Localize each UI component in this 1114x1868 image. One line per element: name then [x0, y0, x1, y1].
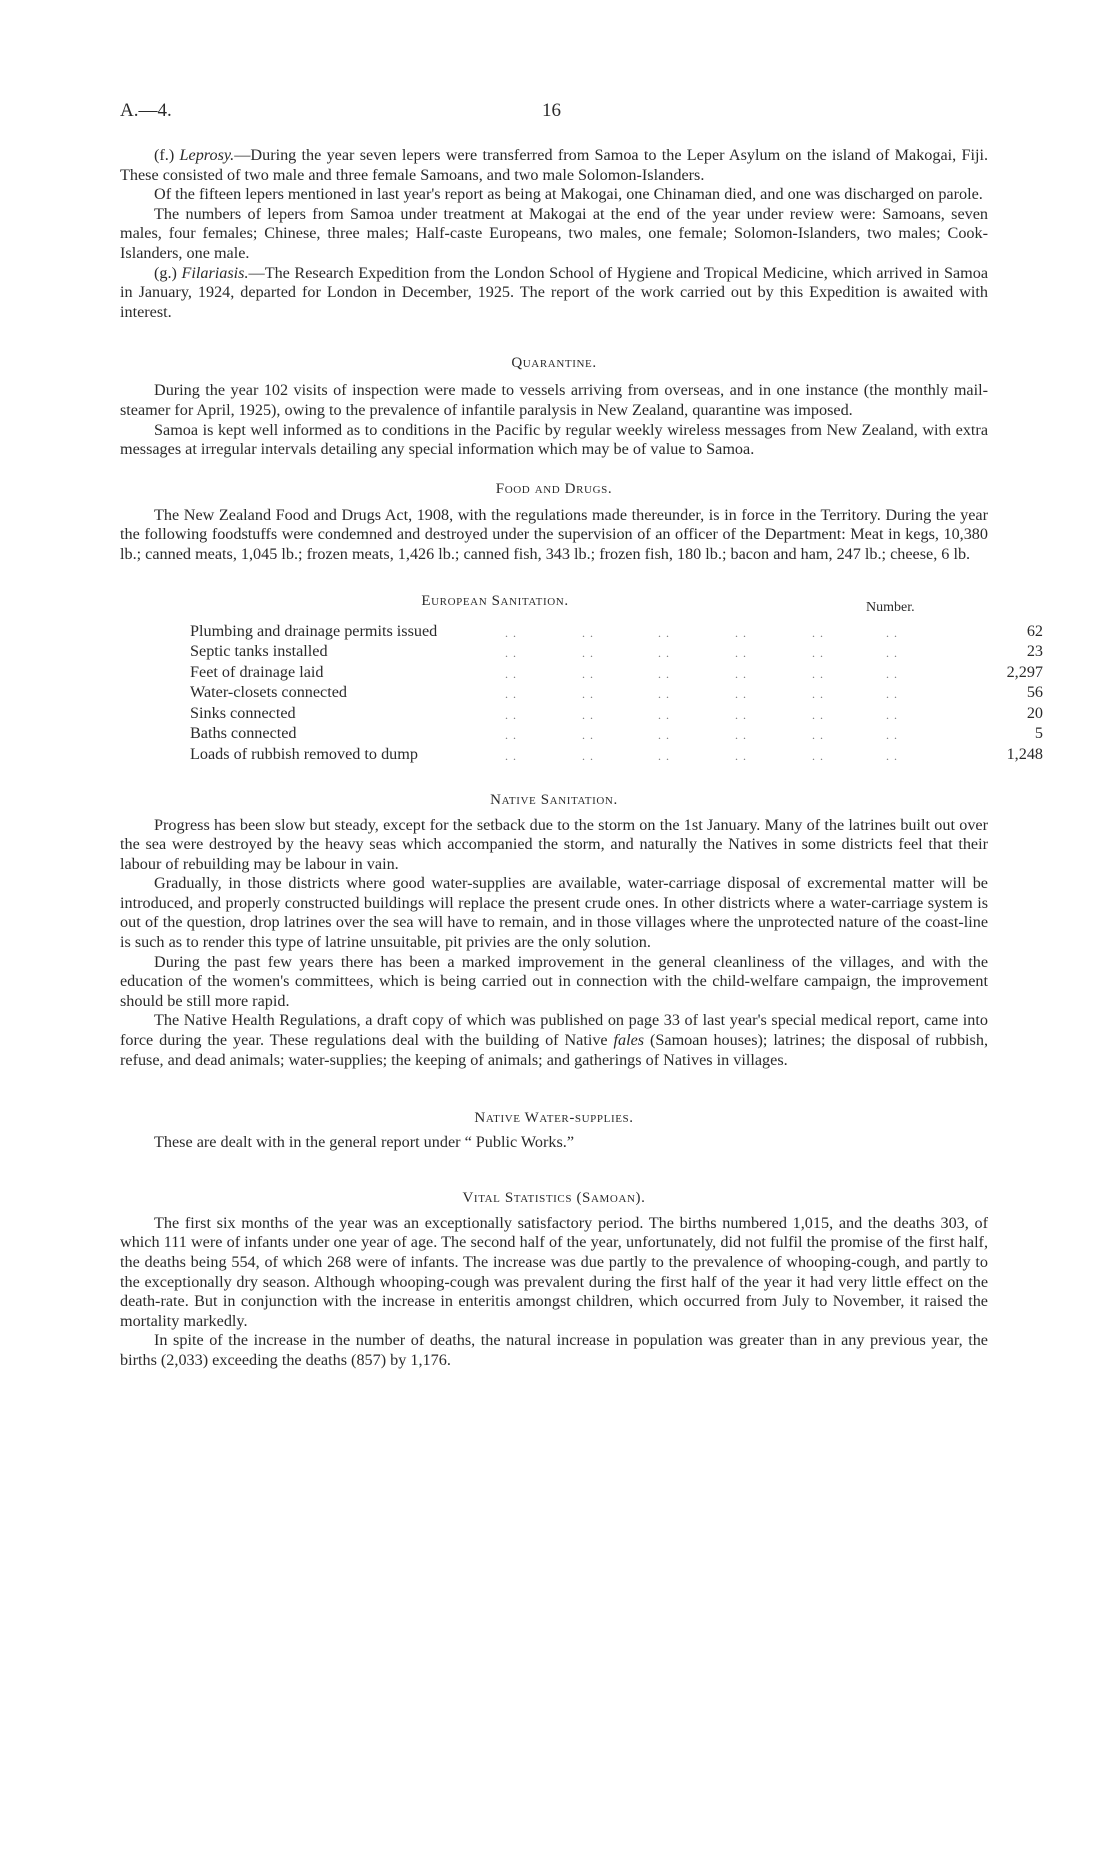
food-drugs-paragraph: The New Zealand Food and Drugs Act, 1908, with the regulations made thereunder, is in force in the Territory. During the year the following foodstuffs were condemned and destroyed under the supervision of an officer of the Department: Meat in kegs, 10,380 lb.; canned meats, 1,045 lb.; frozen meats, 1,426 lb.; canned fish, 343 lb.; frozen fish, 180 lb.; bacon and ham, 247 lb.; cheese, 6 lb.	[120, 505, 988, 563]
regulations-text-b: (Samoan houses); latrines; the disposal of rubbish, refuse, and dead animals; water-supplies; the keeping of animals; and gatherings of Natives in villages.	[120, 1031, 988, 1069]
row-label: Feet of drainage laid	[190, 662, 324, 681]
row-label: Sinks connected	[190, 703, 296, 722]
european-sanitation-rows	[190, 621, 1043, 765]
filariasis-marker: (g.)	[154, 263, 177, 282]
document-page	[120, 100, 1043, 1371]
table-row: Water-closets connected . . . . . . . . . . . . 56	[190, 683, 1043, 701]
quarantine-paragraph-1: During the year 102 visits of inspection were made to vessels arriving from overseas, and in one instance (the monthly mail-steamer for April, 1925), owing to the prevalence of infantile paralysis in New Zealand, quarantine was imposed.	[120, 381, 988, 419]
quarantine-heading: Quarantine.	[511, 355, 597, 372]
european-sanitation-table	[120, 591, 1043, 767]
table-row: Loads of rubbish removed to dump . . . . . . . . . . . . 1,248	[190, 744, 1043, 763]
leprosy-marker: (f.)	[154, 146, 175, 164]
native-water-heading: Native Water-supplies.	[474, 1110, 634, 1127]
row-label: Plumbing and drainage permits issued	[190, 621, 438, 640]
leprosy-paragraph-2: Of the fifteen lepers mentioned in last year's report as being at Makogai, one Chinaman died, and one was discharged on parole.	[154, 185, 983, 204]
native-sanitation-paragraph-3: During the past few years there has been a marked improvement in the general cleanliness of the villages, and with the education of the women's committees, which is being carried out in connection with the child-welfare campaign, the improvement should be still more rapid.	[120, 952, 988, 1010]
filariasis-title: Filariasis.	[181, 263, 249, 282]
filariasis-paragraph	[120, 264, 988, 323]
native-sanitation-heading: Native Sanitation.	[490, 791, 618, 808]
table-row: Septic tanks installed . . . . . . . . . . . . 23	[190, 642, 1043, 660]
native-sanitation-paragraph-2: Gradually, in those districts where good water-supplies are available, water-carriage disposal of excremental matter will be introduced, and properly constructed buildings will replace the present crude ones. In other districts where a water-carriage system is out of the question, drop latrines over the sea will have to remain, and in those villages where the unprotected nature of the coast-line is such as to render this type of latrine unsuitable, pit privies are the only solution.	[120, 874, 988, 952]
row-label: Septic tanks installed	[190, 642, 328, 660]
number-column-header: Number.	[866, 599, 915, 615]
table-row: Plumbing and drainage permits issued . . . . . . . . . . . . 62	[190, 621, 1043, 640]
filariasis-text: —The Research Expedition from the London School of Hygiene and Tropical Medicine, which arrived in Samoa in January, 1924, departed for London in December, 1925. The report of the work carried out by this Expedition is awaited with interest.	[120, 263, 989, 321]
quarantine-paragraph-2: Samoa is kept well informed as to conditions in the Pacific by regular weekly wireless messages from New Zealand, with extra messages at irregular intervals detailing any special information which may be of value to Samoa.	[120, 420, 988, 459]
document-reference: A.—4.	[120, 100, 172, 121]
row-value: 23	[1026, 642, 1043, 660]
leprosy-paragraph-1	[120, 146, 988, 185]
table-row: Baths connected . . . . . . . . . . . . 5	[190, 724, 1043, 742]
row-label: Loads of rubbish removed to dump	[190, 744, 418, 763]
european-sanitation-heading: European Sanitation.	[421, 592, 569, 609]
leprosy-paragraph-3: The numbers of lepers from Samoa under treatment at Makogai at the end of the year under review were: Samoans, seven males, four females; Chinese, three males; Half-caste Europeans, two males, one female; Solomon-Islanders, two males; Cook-Islanders, one male.	[120, 204, 988, 262]
page-number: 16	[542, 100, 561, 121]
leprosy-title: Leprosy.	[179, 146, 235, 164]
table-row: Feet of drainage laid . . . . . . . . . . . . 2,297	[190, 662, 1043, 681]
row-label: Baths connected	[190, 724, 297, 742]
vital-statistics-paragraph-2: In spite of the increase in the number of deaths, the natural increase in population was greater than in any previous year, the births (2,033) exceeding the deaths (857) by 1,176.	[120, 1331, 988, 1369]
row-value: 5	[1034, 724, 1043, 742]
vital-statistics-heading: Vital Statistics (Samoan).	[462, 1189, 646, 1206]
fales-word: fales	[613, 1031, 645, 1050]
regulations-text-a: The Native Health Regulations, a draft copy of which was published on page 33 of last year's special medical report, came into force during the year. These regulations deal with the building of Native	[120, 1011, 988, 1050]
table-row: Sinks connected . . . . . . . . . . . . 20	[190, 703, 1043, 722]
food-drugs-heading: Food and Drugs.	[495, 480, 613, 497]
vital-statistics-paragraph-1: The first six months of the year was an exceptionally satisfactory period. The births numbered 1,015, and the deaths 303, of which 111 were of infants under one year of age. The second half of the year, unfortunately, did not fulfil the promise of the first half, the deaths being 554, of which 268 were of infants. The increase was due partly to the prevalence of whooping-cough, and partly to the exceptionally dry season. Although whooping-cough was prevalent during the first half of the year it had very little effect on the death-rate. But in conjunction with the increase in enteritis amongst children, which occurred from July to November, it raised the mortality markedly.	[120, 1213, 988, 1330]
row-value: 2,297	[1006, 662, 1043, 681]
row-value: 62	[1026, 621, 1043, 640]
row-value: 56	[1026, 683, 1043, 701]
native-sanitation-paragraph-1: Progress has been slow but steady, except for the setback due to the storm on the 1st January. Many of the latrines built out over the sea were destroyed by the heavy seas which accompanied the storm, and naturally the Natives in some districts feel that their labour of rebuilding may be labour in vain.	[120, 815, 988, 873]
page-header	[120, 100, 988, 128]
row-value: 20	[1026, 703, 1043, 722]
native-sanitation-paragraph-4	[120, 1011, 988, 1070]
leprosy-section	[120, 146, 988, 322]
native-water-paragraph: These are dealt with in the general report under “ Public Works.”	[154, 1133, 575, 1152]
leprosy-text: —During the year seven lepers were transferred from Samoa to the Leper Asylum on the island of Makogai, Fiji. These consisted of two male and three female Samoans, and two male Solomon-Islanders.	[120, 146, 989, 184]
row-label: Water-closets connected	[190, 683, 348, 701]
row-value: 1,248	[1006, 744, 1043, 763]
